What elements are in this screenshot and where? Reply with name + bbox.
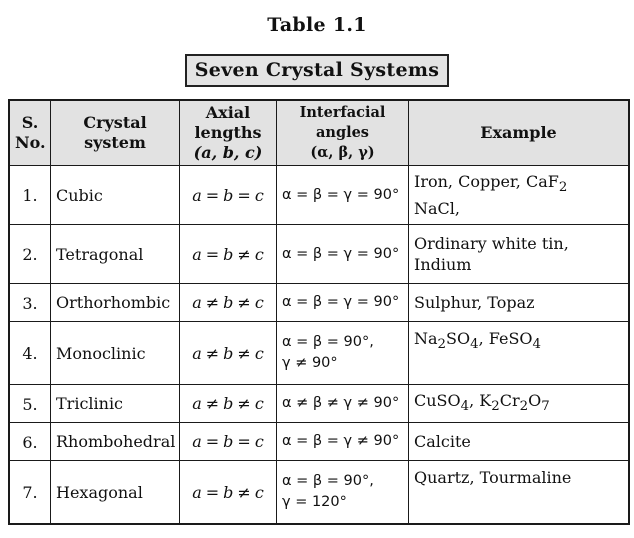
- angle-line-1: α = β = γ ≠ 90°: [282, 433, 400, 449]
- header-angles-line1: Interfacial: [299, 104, 386, 121]
- row-lengths: [180, 166, 277, 225]
- subtitle-container: [0, 54, 634, 87]
- length-a: a: [192, 293, 202, 312]
- header-sno: [9, 100, 51, 166]
- length-c: c: [254, 394, 264, 413]
- header-example-label: Example: [480, 123, 557, 142]
- angle-line-1: α = β = 90°,: [282, 334, 374, 350]
- row-lengths: [180, 225, 277, 284]
- header-lengths-line2: lengths: [194, 123, 262, 142]
- length-op-2: =: [237, 432, 251, 451]
- row-example: [409, 166, 630, 225]
- length-a: a: [192, 244, 202, 264]
- example-line-1: Calcite: [414, 432, 471, 451]
- example-line-1: Iron, Copper, CaF: [414, 171, 559, 191]
- row-lengths: [180, 322, 277, 385]
- length-op-2: =: [237, 185, 251, 205]
- angle-line-1: α = β = γ = 90°: [282, 245, 400, 262]
- row-sno: 6.: [9, 423, 51, 461]
- example-line-2: NaCl,: [414, 199, 460, 219]
- header-row: [9, 100, 629, 166]
- row-lengths: [180, 423, 277, 461]
- example-subscript-d: 7: [541, 399, 550, 415]
- row-system: Hexagonal: [51, 461, 180, 525]
- row-angles: [277, 385, 409, 423]
- length-b: b: [223, 185, 234, 205]
- length-c: c: [254, 343, 264, 363]
- example-line-1: Quartz, Tourmaline: [414, 468, 572, 487]
- length-a: a: [192, 394, 202, 413]
- length-op-1: =: [205, 432, 220, 451]
- row-sno: 7.: [9, 461, 51, 525]
- row-system: Rhombohedral: [51, 423, 180, 461]
- length-op-1: =: [205, 244, 220, 264]
- angle-line-2: γ ≠ 90°: [282, 355, 338, 371]
- row-example: [409, 322, 630, 385]
- angle-line-1: α ≠ β ≠ γ ≠ 90°: [282, 395, 400, 411]
- header-example: [409, 100, 630, 166]
- table-row: [9, 461, 629, 525]
- angle-line-2: γ = 120°: [282, 494, 347, 510]
- row-angles: [277, 461, 409, 525]
- row-lengths: [180, 385, 277, 423]
- length-b: b: [223, 293, 234, 312]
- table-header: [9, 100, 629, 166]
- example-part-a: Na: [414, 329, 438, 348]
- row-sno: 2.: [9, 225, 51, 284]
- header-angles-line2: angles: [316, 124, 369, 141]
- length-a: a: [192, 343, 202, 363]
- length-op-1: =: [205, 185, 220, 205]
- example-subscript-b: 4: [470, 337, 479, 353]
- length-op-1: ≠: [205, 293, 220, 312]
- row-example: [409, 284, 630, 322]
- row-example: [409, 225, 630, 284]
- example-part-c: , FeSO: [478, 329, 533, 348]
- table-row: [9, 385, 629, 423]
- length-c: c: [254, 244, 264, 264]
- length-op-1: ≠: [205, 343, 220, 363]
- angle-line-1: α = β = γ = 90°: [282, 186, 400, 203]
- row-angles: [277, 423, 409, 461]
- length-b: b: [223, 394, 234, 413]
- length-b: b: [223, 244, 234, 264]
- row-example: [409, 385, 630, 423]
- example-part-b: , K: [469, 390, 492, 410]
- row-angles: [277, 322, 409, 385]
- example-part-c: Cr: [499, 390, 520, 410]
- header-system: [51, 100, 180, 166]
- length-c: c: [254, 432, 264, 451]
- length-c: c: [254, 185, 264, 205]
- length-b: b: [223, 482, 234, 502]
- example-line-1: Sulphur, Topaz: [414, 293, 535, 312]
- example-part-d: O: [528, 390, 542, 410]
- length-op-2: ≠: [237, 244, 251, 264]
- table-body: [9, 166, 629, 525]
- row-system: Tetragonal: [51, 225, 180, 284]
- header-angles-line3: (α, β, γ): [310, 144, 375, 161]
- example-subscript-c: 2: [519, 399, 529, 415]
- row-sno: 5.: [9, 385, 51, 423]
- angle-line-1: α = β = 90°,: [282, 473, 374, 489]
- length-a: a: [192, 185, 202, 205]
- example-part-a: CuSO: [414, 390, 461, 410]
- header-angles: [277, 100, 409, 166]
- row-system: Cubic: [51, 166, 180, 225]
- example-part-b: SO: [446, 329, 471, 348]
- header-lengths: [180, 100, 277, 166]
- angle-line-1: α = β = γ = 90°: [282, 294, 400, 310]
- row-sno: 3.: [9, 284, 51, 322]
- row-angles: [277, 284, 409, 322]
- length-a: a: [192, 482, 202, 502]
- row-system: Monoclinic: [51, 322, 180, 385]
- example-subscript-a: 4: [460, 399, 470, 415]
- row-lengths: [180, 284, 277, 322]
- header-lengths-line1: Axial: [205, 103, 251, 122]
- header-sno-line1: S.: [21, 113, 39, 132]
- length-op-1: ≠: [205, 394, 220, 413]
- page-title: Table 1.1: [267, 14, 367, 36]
- length-op-2: ≠: [237, 394, 251, 413]
- example-subscript-c: 4: [532, 337, 542, 353]
- header-system-line1: Crystal: [83, 113, 147, 132]
- row-angles: [277, 225, 409, 284]
- table-row: [9, 166, 629, 225]
- length-c: c: [254, 293, 264, 312]
- row-sno: 1.: [9, 166, 51, 225]
- row-lengths: [180, 461, 277, 525]
- row-system: Triclinic: [51, 385, 180, 423]
- row-angles: [277, 166, 409, 225]
- length-a: a: [192, 432, 202, 451]
- header-lengths-line3: (a, b, c): [193, 143, 263, 162]
- row-example: [409, 423, 630, 461]
- length-op-1: =: [205, 482, 220, 502]
- length-op-2: ≠: [237, 482, 251, 502]
- example-subscript: 2: [558, 180, 568, 196]
- header-system-line2: system: [84, 133, 146, 152]
- table-row: [9, 322, 629, 385]
- example-subscript-a: 2: [437, 337, 447, 353]
- table-subtitle: Seven Crystal Systems: [185, 54, 450, 87]
- example-subscript-b: 2: [491, 399, 500, 415]
- length-op-2: ≠: [237, 293, 251, 312]
- example-line-1: Ordinary white tin,: [414, 234, 569, 253]
- example-line-2: Indium: [414, 255, 472, 274]
- crystal-systems-table: [8, 99, 630, 525]
- length-op-2: ≠: [237, 343, 251, 363]
- length-b: b: [223, 432, 234, 451]
- length-b: b: [223, 343, 234, 363]
- row-system: Orthorhombic: [51, 284, 180, 322]
- row-sno: 4.: [9, 322, 51, 385]
- table-row: [9, 284, 629, 322]
- header-sno-line2: No.: [15, 133, 46, 152]
- table-row: [9, 423, 629, 461]
- row-example: [409, 461, 630, 525]
- table-row: [9, 225, 629, 284]
- length-c: c: [254, 482, 264, 502]
